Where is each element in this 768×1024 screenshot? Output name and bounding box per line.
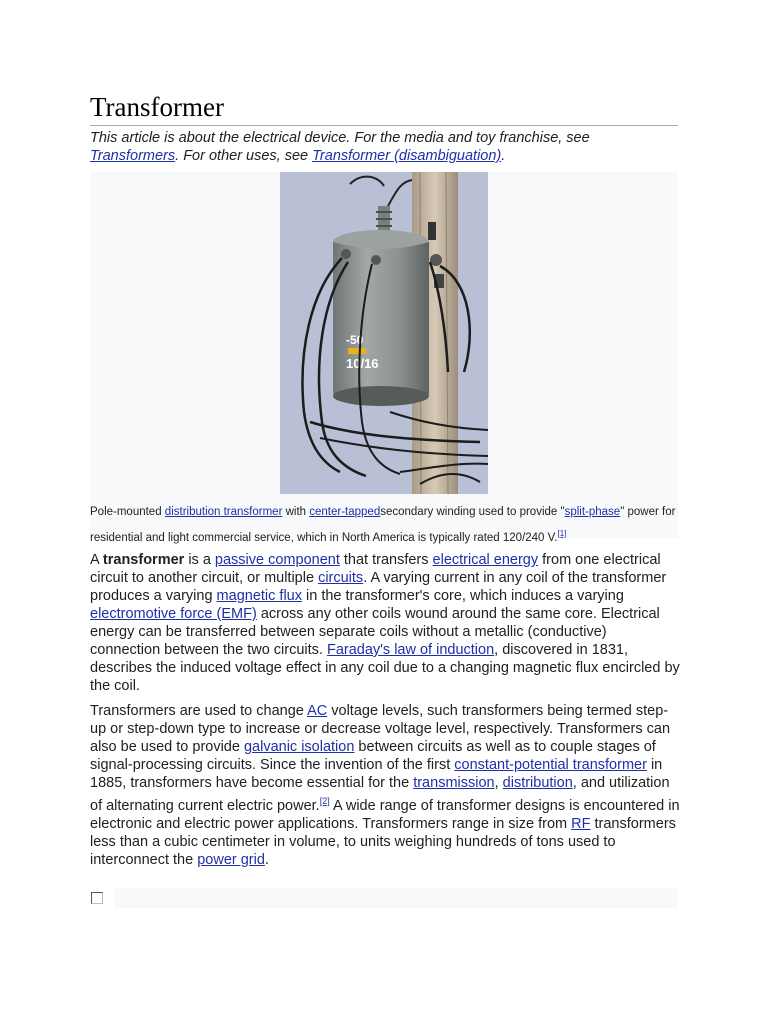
caption-text: with — [282, 506, 310, 518]
split-phase-link[interactable]: split-phase — [564, 506, 621, 518]
faradays-law-link[interactable]: Faraday's law of induction — [326, 642, 495, 658]
distribution-link[interactable]: distribution — [502, 775, 573, 791]
transformers-link[interactable]: Transformers — [90, 148, 176, 164]
tank-yellow-tag — [348, 348, 366, 354]
page-title: Transformer — [90, 92, 224, 122]
para-text: that transfers — [339, 552, 433, 568]
hatnote-text: This article is about the electrical device. For the media and toy franchise, see — [90, 130, 590, 146]
constant-potential-transformer-link[interactable]: constant-potential transformer — [454, 757, 647, 773]
reference-1-link[interactable]: [1] — [557, 529, 567, 538]
passive-component-link[interactable]: passive component — [214, 552, 340, 568]
distribution-transformer-link[interactable]: distribution transformer — [164, 506, 283, 518]
hatnote — [90, 129, 678, 165]
para-text: A — [90, 552, 103, 568]
intro-paragraph-2 — [90, 702, 680, 869]
rf-link[interactable]: RF — [571, 815, 591, 832]
para-text: voltage levels, such transformers being termed step-up or step-down type to increase or decrease voltage level, respectively. Transformers can also be used to provide — [90, 703, 671, 755]
para-text: , discovered in 1831, describes the induced voltage effect in any coil due to a changing magnetic flux encircled by the coil. — [90, 642, 680, 694]
para-text: Transformers are used to change — [90, 703, 308, 719]
tank-label-top: -50 — [346, 333, 364, 347]
toc-toggle-checkbox[interactable] — [91, 892, 103, 904]
emf-link[interactable]: electromotive force (EMF) — [90, 606, 257, 622]
title-divider — [90, 125, 678, 126]
ac-link[interactable]: AC — [307, 703, 328, 719]
para-text: . — [264, 851, 269, 868]
galvanic-isolation-link[interactable]: galvanic isolation — [243, 739, 355, 755]
bold-term: transformer — [102, 552, 185, 568]
para-text: transformers less than a cubic centimeter in volume, to units weighing hundreds of tons used to interconnect the — [90, 815, 676, 868]
caption-text: Pole-mounted — [90, 506, 165, 518]
para-text: . A varying current in any coil of the transformer produces a varying — [90, 570, 667, 604]
circuits-link[interactable]: circuits — [318, 570, 364, 586]
transformer-photo[interactable] — [280, 172, 488, 494]
para-text: in the transformer's core, which induces a varying — [301, 588, 624, 604]
caption-text: " power for residential and light commercial service, which in North America is typically rated 120/240 V. — [90, 506, 676, 544]
reference-2-link[interactable]: [2] — [319, 796, 330, 806]
para-text: in 1885, transformers have become essential for the — [90, 757, 663, 791]
para-text: across any other coils wound around the same core. Electrical energy can be transferred between separate coils without a metallic (conductive) connection between the two circuits. — [90, 606, 660, 658]
tank-label-bottom: 10/16 — [346, 356, 379, 371]
transmission-link[interactable]: transmission — [413, 775, 495, 791]
para-text: from one electrical circuit to another circuit, or multiple — [90, 552, 661, 586]
transformer-disambiguation-link[interactable]: Transformer (disambiguation) — [312, 148, 502, 164]
intro-paragraph-1 — [90, 551, 680, 695]
transformer-tank — [333, 242, 429, 403]
power-grid-link[interactable]: power grid — [197, 851, 265, 868]
para-text: between circuits as well as to couple stages of signal-processing circuits. Since the invention of the first — [90, 739, 656, 773]
caption-text: secondary winding used to provide " — [380, 506, 565, 518]
contents-box — [114, 888, 678, 908]
magnetic-flux-link[interactable]: magnetic flux — [216, 588, 302, 604]
para-text: is a — [184, 552, 215, 568]
para-text: , and utilization of alternating current electric power. — [90, 775, 670, 814]
hatnote-text: . For other uses, see — [175, 148, 313, 164]
electrical-energy-link[interactable]: electrical energy — [432, 552, 539, 568]
hatnote-text: . — [501, 148, 506, 164]
center-tapped-link[interactable]: center-tapped — [309, 506, 381, 518]
infobox-figure — [90, 172, 678, 544]
figure-caption — [90, 501, 678, 549]
para-text: A wide range of transformer designs is encountered in electronic and electric power applications. Transformers range in size from — [90, 797, 680, 832]
para-text: , — [494, 775, 503, 791]
